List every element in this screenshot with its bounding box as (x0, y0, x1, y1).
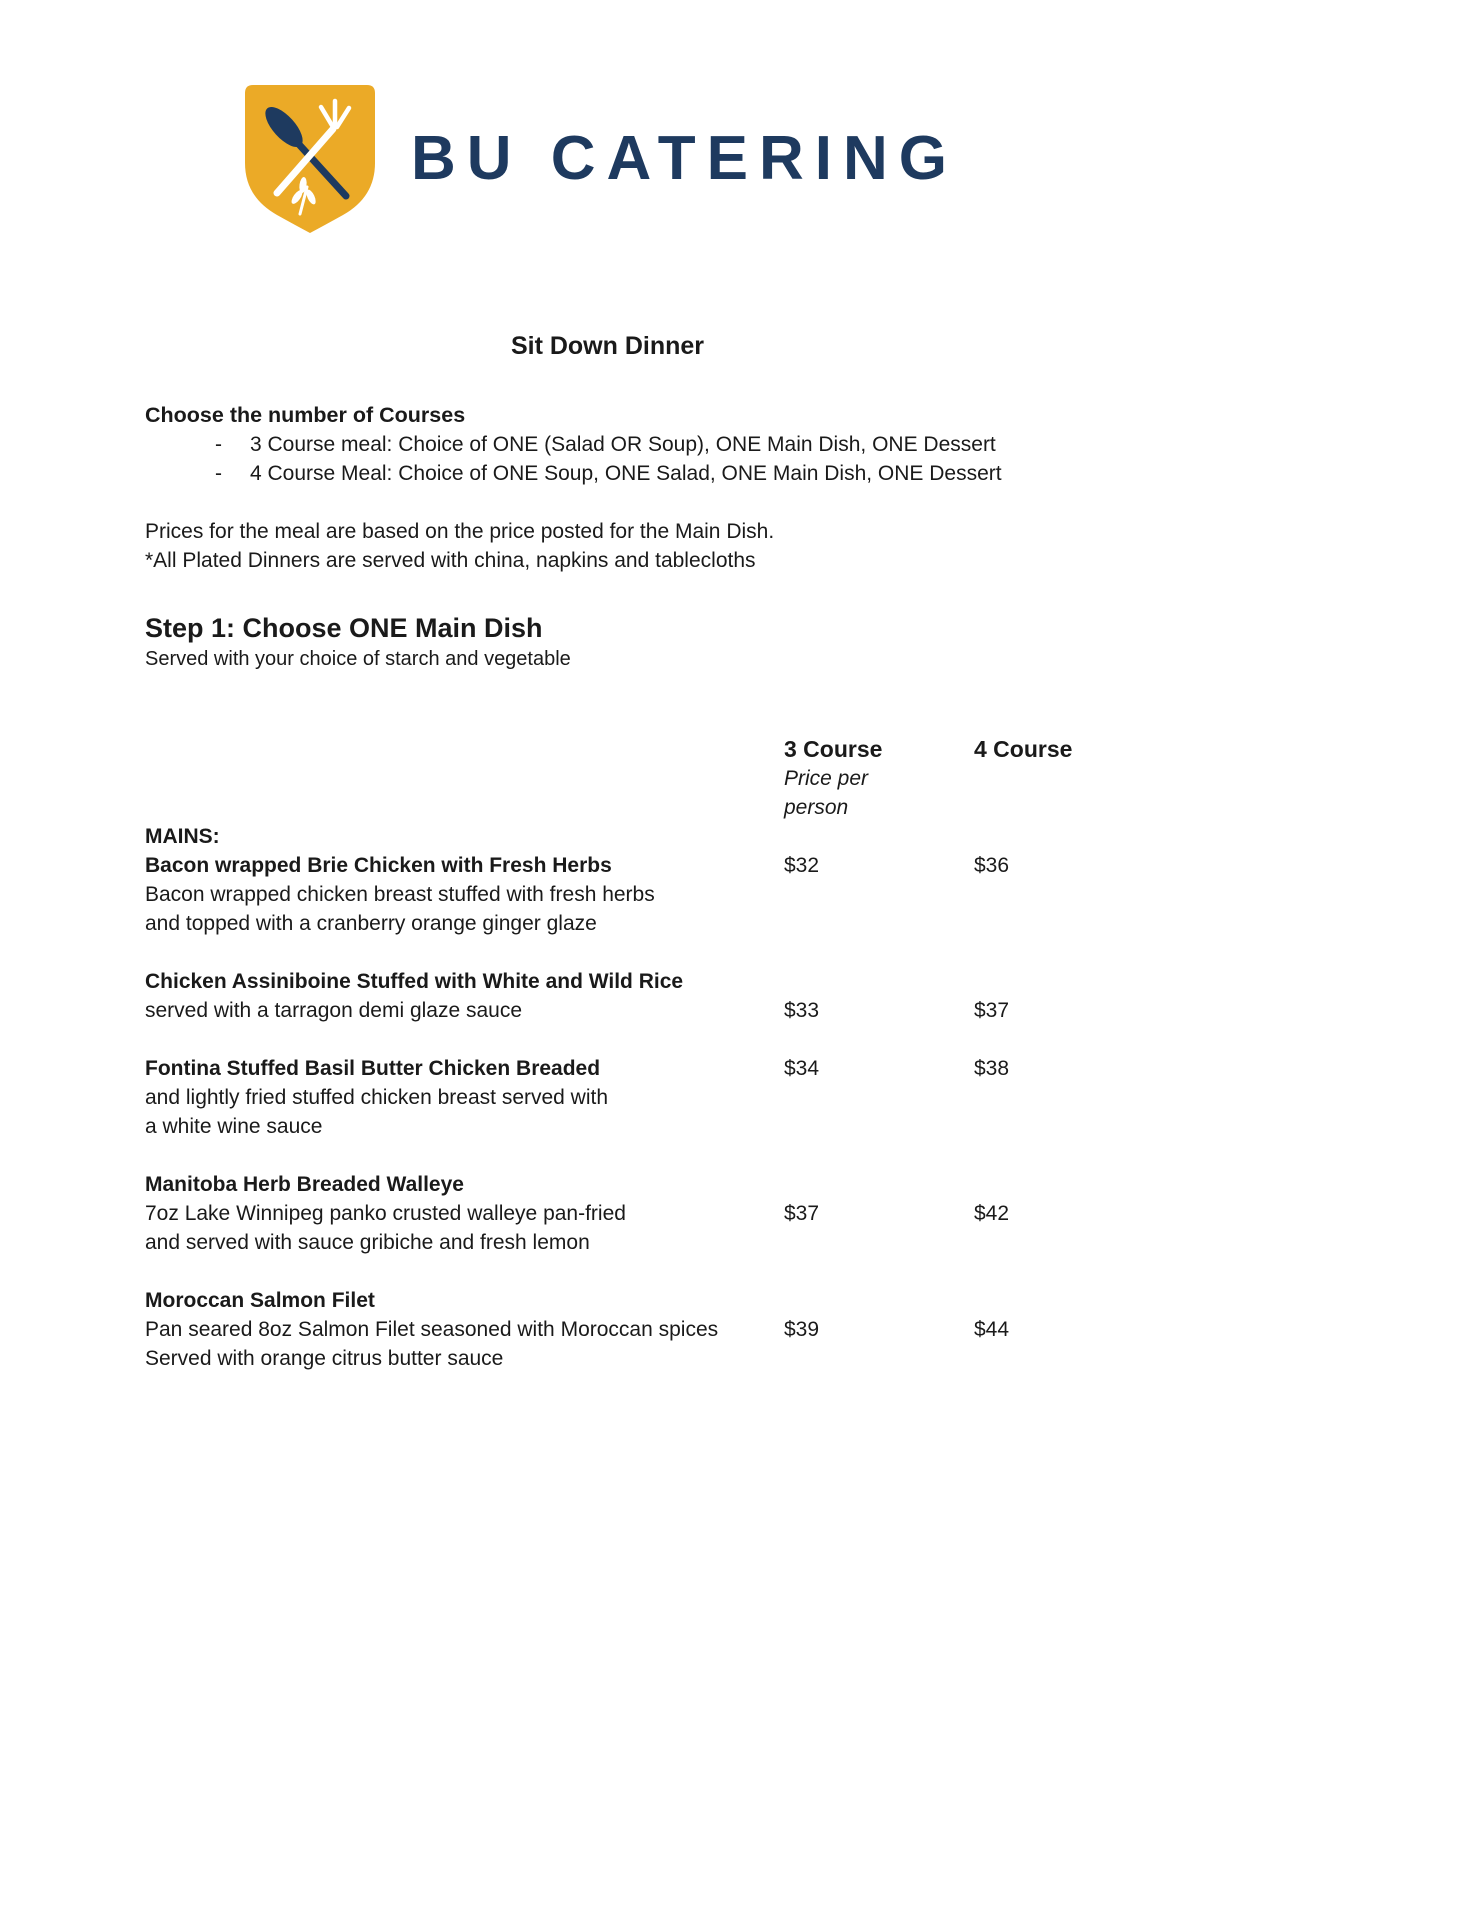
item-text (145, 1170, 760, 1257)
course-option-4-text: 4 Course Meal: Choice of ONE Soup, ONE Salad, ONE Main Dish, ONE Dessert (250, 462, 1002, 485)
step1-subheading: Served with your choice of starch and vegetable (145, 648, 571, 670)
courses-heading: Choose the number of Courses (145, 403, 466, 427)
item-name: Moroccan Salmon Filet (145, 1289, 375, 1312)
notes-block (145, 517, 1070, 575)
menu-item (145, 851, 1070, 938)
price-per-person-note: Price per person (784, 767, 869, 819)
item-text (145, 1054, 760, 1141)
item-desc-line: and topped with a cranberry orange ginger glaze (145, 912, 597, 935)
page-title: Sit Down Dinner (510, 332, 705, 360)
item-name: Bacon wrapped Brie Chicken with Fresh Herbs (145, 854, 612, 877)
price-4course: $38 (974, 1057, 1010, 1080)
price-3course: $34 (784, 1057, 820, 1080)
catering-shield-icon (245, 85, 375, 233)
price-4course: $37 (974, 999, 1010, 1022)
item-desc-line: Bacon wrapped chicken breast stuffed with fresh herbs (145, 883, 655, 906)
item-text (145, 967, 760, 1025)
item-desc-line: and lightly fried stuffed chicken breast served with (145, 1086, 609, 1109)
price-3course: $32 (784, 854, 820, 877)
mains-section-label: MAINS: (145, 825, 220, 848)
item-desc-line: and served with sauce gribiche and fresh lemon (145, 1231, 590, 1254)
pricing-note: Prices for the meal are based on the price posted for the Main Dish. (145, 520, 775, 543)
price-4course: $44 (974, 1318, 1010, 1341)
bullet-dash: - (215, 462, 222, 485)
step1-heading: Step 1: Choose ONE Main Dish (145, 613, 543, 643)
menu-item (145, 1170, 1070, 1257)
course-option-4 (145, 459, 1070, 488)
item-desc-line: Pan seared 8oz Salmon Filet seasoned with Moroccan spices (145, 1318, 719, 1341)
item-name: Chicken Assiniboine Stuffed with White and Wild Rice (145, 970, 684, 993)
col-header-4course: 4 Course (974, 736, 1073, 762)
menu-item (145, 967, 1070, 1025)
price-3course: $37 (784, 1202, 820, 1225)
plated-note: *All Plated Dinners are served with china, napkins and tablecloths (145, 549, 756, 572)
menu-item (145, 1054, 1070, 1141)
bullet-dash: - (215, 433, 222, 456)
item-desc-line: a white wine sauce (145, 1115, 323, 1138)
item-desc-line: 7oz Lake Winnipeg panko crusted walleye pan-fried (145, 1202, 626, 1225)
document-body (145, 331, 1073, 1373)
item-desc-line: Served with orange citrus butter sauce (145, 1347, 504, 1370)
price-subheader-row (145, 764, 1070, 822)
price-4course: $42 (974, 1202, 1010, 1225)
price-3course: $33 (784, 999, 820, 1022)
price-table (145, 734, 1073, 1373)
course-option-3-text: 3 Course meal: Choice of ONE (Salad OR Soup), ONE Main Dish, ONE Dessert (250, 433, 996, 456)
item-desc-line: served with a tarragon demi glaze sauce (145, 999, 523, 1022)
item-name: Manitoba Herb Breaded Walleye (145, 1173, 464, 1196)
price-header-row (145, 734, 1073, 764)
brand-name: BU CATERING (411, 124, 958, 193)
item-name: Fontina Stuffed Basil Butter Chicken Breaded (145, 1057, 601, 1080)
item-text (145, 1286, 760, 1373)
course-option-3 (145, 430, 1070, 459)
item-text (145, 851, 760, 938)
col-header-3course: 3 Course (784, 736, 883, 762)
price-4course: $36 (974, 854, 1010, 877)
menu-item (145, 1286, 1070, 1373)
price-3course: $39 (784, 1318, 820, 1341)
logo-header (245, 85, 1484, 233)
